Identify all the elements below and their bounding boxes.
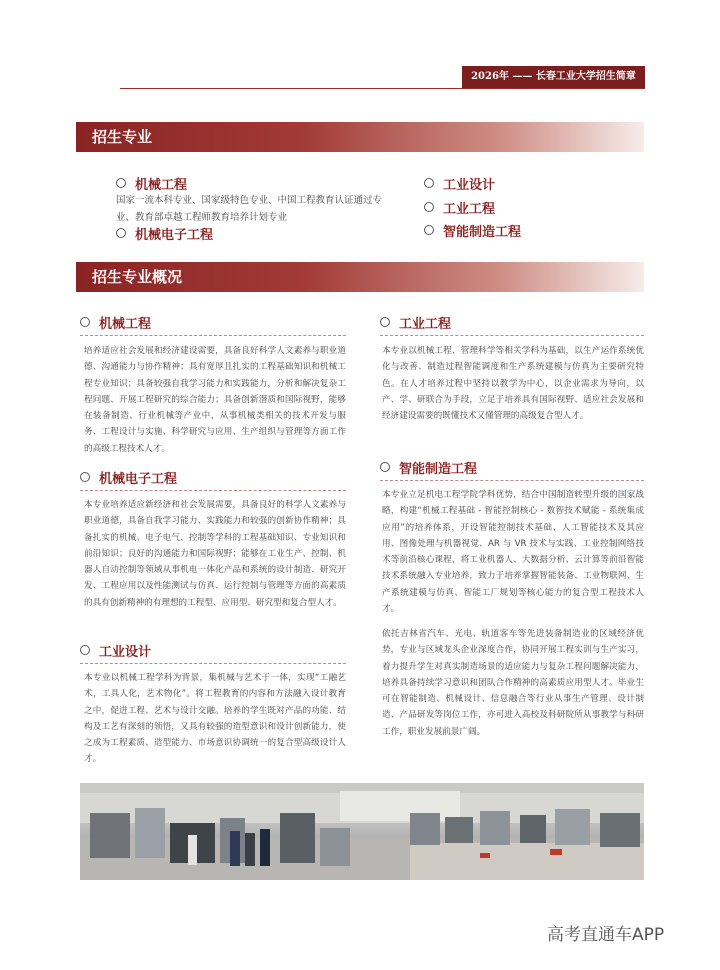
major-item <box>424 221 521 240</box>
page-header-tag: 2026年 —— 长春工业大学招生简章 <box>462 66 645 88</box>
paragraph: 本专业培养适应新经济和社会发展需要，具备良好的科学人文素养与职业道德，具备自我学习能力、实践能力和较强的创新协作精神；具备扎实的机械、电子电气、控制等学科的工程基础知识、专业知识和前沿知识；良好的沟通能力和国际视野；能够在工业生产、控制、机器人自动控制等领域从事机电一体化产品和系统的设计制造、研究开发、工程应用以及性能测试与仿真、运行控制与管理等方面的高素质的具有创新精神的有理想的工程型、应用型、研究型和复合型人才。 <box>84 500 346 608</box>
sub-heading-text: 工业工程 <box>399 317 452 332</box>
circle-bullet-icon <box>80 472 90 482</box>
circle-bullet-icon <box>424 178 434 188</box>
sub-heading-text: 机械工程 <box>99 317 152 332</box>
paragraph: 本专业立足机电工程学院学科优势，结合中国制造转型升级的国家战略，构建“机械工程基础 - 智能控制核心 - 数智技术赋能 - 系统集成应用”的培养体系，开设智能控制技术基础、人工智能技术及其应用、图像处理与机器视觉、AR 与 VR 技术与实践、工业控制网络技术等前沿核心课程，将工业机器人、大数据分析、云计算等前沿智能技术系统融入专业培养，致力于培养掌握智能装备、工业物联网、生产系统建模与仿真、智能工厂规划等核心能力的复合型工程技术人才。 <box>382 490 644 615</box>
workshop-photo <box>80 783 644 880</box>
dashed-divider <box>80 490 346 492</box>
circle-bullet-icon <box>80 645 90 655</box>
sub-heading-text: 智能制造工程 <box>399 462 478 477</box>
circle-bullet-icon <box>116 228 126 238</box>
paragraph: 培养适应社会发展和经济建设需要，具备良好科学人文素养与职业道德、沟通能力与协作精神；具有宽厚且扎实的工程基础知识和机械工程专业知识；具备较强自我学习能力和实践能力，分析和解决复杂工程问题、开展工程研究的综合能力；具备创新潜质和国际视野，能够在装备制造、行业机械等产业中，从事机械类相关的技术开发与服务、工程设计与实施、科学研究与应用、生产组织与管理等方面工作的高级工程技术人才。 <box>84 346 346 454</box>
major-name: 机械工程 <box>135 178 188 193</box>
major-name: 智能制造工程 <box>443 225 522 240</box>
circle-bullet-icon <box>424 225 434 235</box>
section-title-overview: 招生专业概况 <box>76 262 644 292</box>
sub-heading-text: 机械电子工程 <box>99 472 178 487</box>
paragraph: 本专业以机械工程、管理科学等相关学科为基础，以生产运作系统优化与改善、制造过程智能调度和生产系统建模与仿真为主要研究特色。在人才培养过程中坚持以教学为中心，以企业需求为导向，以产、学、研联合为手段，立足于培养具有国际视野、适应社会发展和经济建设需要的既懂技术又懂管理的高级复合型人才。 <box>382 346 644 422</box>
circle-bullet-icon <box>80 317 90 327</box>
major-item <box>116 174 187 193</box>
sub-heading <box>80 468 177 487</box>
major-desc: 国家一流本科专业、国家级特色专业、中国工程教育认证通过专业、教育部卓越工程师教育培养计划专业 <box>116 195 383 223</box>
dashed-divider <box>380 335 644 337</box>
major-name: 工业设计 <box>443 178 496 193</box>
paragraph: 依托吉林省汽车、光电、轨道客车等先进装备制造业的区域经济优势，专业与区域龙头企业深度合作，协同开展工程实训与生产实习，着力提升学生对真实制造场景的适应能力与复杂工程问题解决能力，培养具备持续学习意识和团队合作精神的高素质应用型人才。毕业生可在智能制造、机械设计、信息融合等行业从事生产管理、设计制造、产品研发等岗位工作，亦可进入高校及科研院所从事教学与科研工作，职业发展前景广阔。 <box>382 629 644 737</box>
header-rule <box>120 88 645 89</box>
sub-heading <box>80 313 151 332</box>
section-title-majors: 招生专业 <box>76 122 644 152</box>
circle-bullet-icon <box>380 462 390 472</box>
workshop-photo-illustration <box>80 783 644 880</box>
sub-heading <box>380 458 477 477</box>
dashed-divider <box>380 480 644 482</box>
sub-heading-text: 工业设计 <box>99 645 152 660</box>
dashed-divider <box>80 335 346 337</box>
major-name: 机械电子工程 <box>135 228 214 243</box>
major-name: 工业工程 <box>443 202 496 217</box>
circle-bullet-icon <box>380 317 390 327</box>
sub-heading <box>80 641 151 660</box>
major-item <box>424 198 495 217</box>
circle-bullet-icon <box>424 202 434 212</box>
sub-heading <box>380 313 451 332</box>
major-item <box>116 224 213 243</box>
circle-bullet-icon <box>116 178 126 188</box>
paragraph: 本专业以机械工程学科为背景，集机械与艺术于一体，实现“工融艺术，工具人化，艺术物化”。将工程教育的内容和方法融入设计教育之中，促进工程、艺术与设计交融。培养的学生既对产品的功能、结构及工艺有深刻的领悟，又具有较强的造型意识和设计创新能力，使之成为工程素质、造型能力、市场意识协调统一的复合型高级设计人才。 <box>84 673 346 765</box>
major-item <box>424 174 495 193</box>
dashed-divider <box>80 663 346 665</box>
watermark: 高考直通车APP <box>547 925 665 945</box>
